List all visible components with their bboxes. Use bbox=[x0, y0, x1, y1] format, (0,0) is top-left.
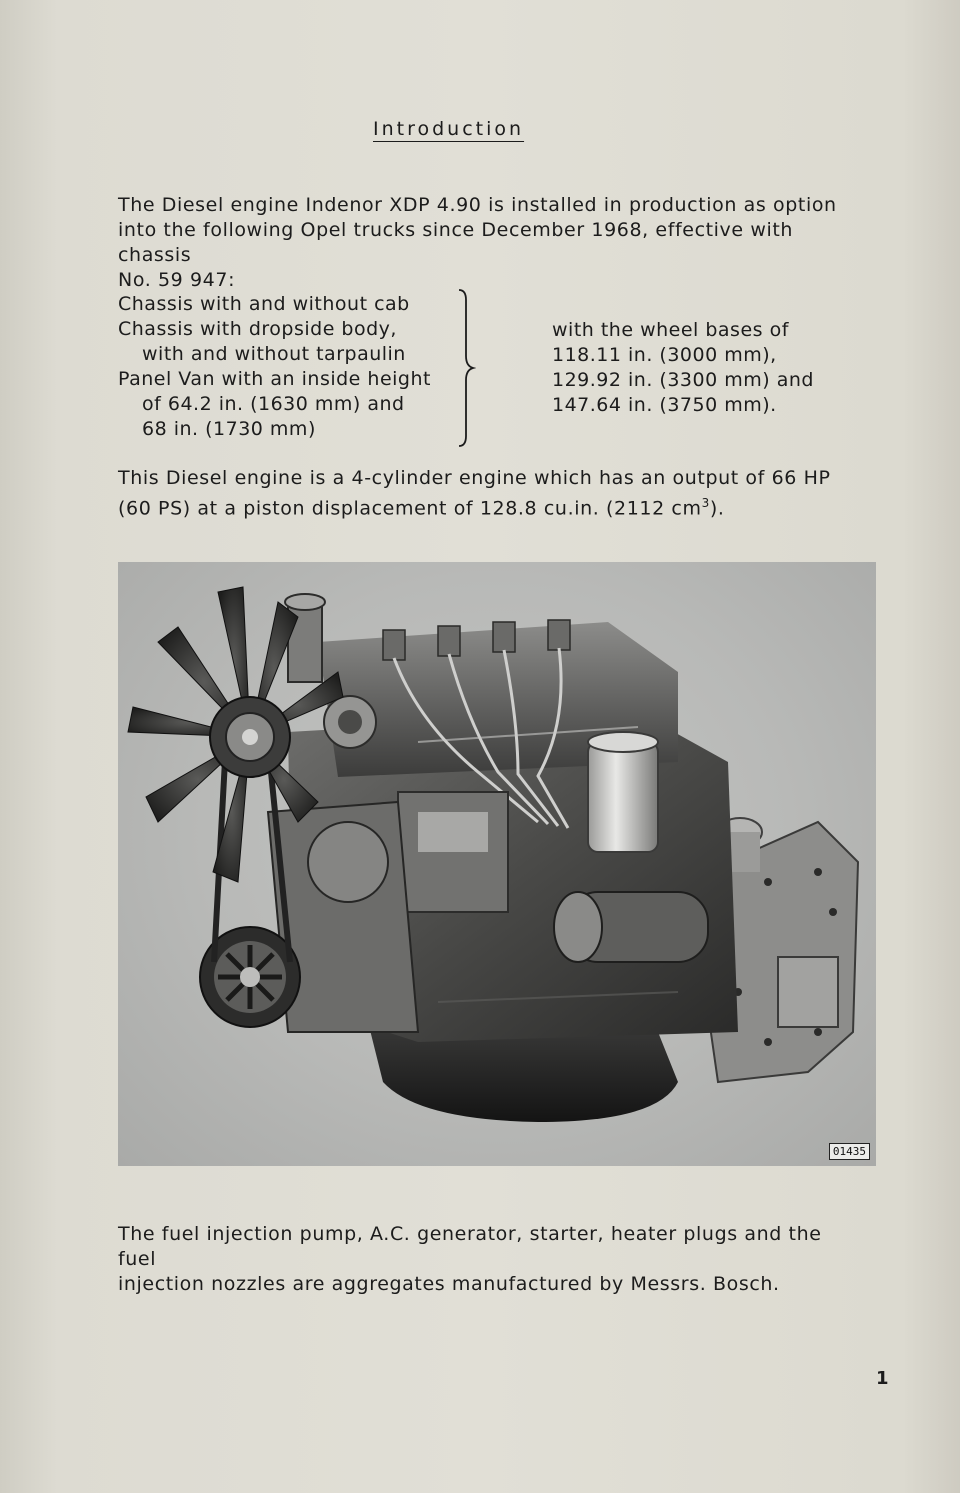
intro-line: No. 59 947: bbox=[118, 269, 236, 291]
manufacturer-paragraph bbox=[118, 1222, 863, 1297]
intro-line: into the following Opel trucks since December 1968, effective with chassis bbox=[118, 219, 794, 266]
output-line: This Diesel engine is a 4-cylinder engine which has an output of 66 HP bbox=[118, 467, 831, 489]
engine-photo bbox=[118, 562, 876, 1166]
diesel-engine-illustration bbox=[118, 562, 876, 1166]
footer-line: injection nozzles are aggregates manufactured by Messrs. Bosch. bbox=[118, 1273, 780, 1295]
footer-line: The fuel injection pump, A.C. generator, starter, heater plugs and the fuel bbox=[118, 1223, 822, 1270]
chassis-types-list bbox=[118, 292, 431, 442]
wheel-base-line: with the wheel bases of bbox=[552, 319, 789, 341]
page-heading: Introduction bbox=[373, 118, 525, 140]
chassis-type-line: Chassis with and without cab bbox=[118, 293, 410, 315]
intro-paragraph bbox=[118, 193, 858, 293]
engine-output-paragraph bbox=[118, 466, 858, 521]
chassis-type-line: of 64.2 in. (1630 mm) and bbox=[142, 393, 405, 415]
figure-number: 01435 bbox=[829, 1143, 870, 1160]
output-line bbox=[118, 491, 858, 521]
chassis-type-line: Chassis with dropside body, bbox=[118, 318, 397, 340]
wheel-bases-list bbox=[552, 318, 814, 418]
output-line-prefix: (60 PS) at a piston displacement of 128.8 cu.in. (2112 cm bbox=[118, 497, 702, 520]
wheel-base-line: 147.64 in. (3750 mm). bbox=[552, 394, 777, 416]
chassis-type-line: Panel Van with an inside height bbox=[118, 368, 431, 390]
curly-brace bbox=[456, 288, 476, 448]
page-number: 1 bbox=[876, 1368, 889, 1389]
superscript-three: 3 bbox=[701, 496, 710, 510]
intro-line: The Diesel engine Indenor XDP 4.90 is installed in production as option bbox=[118, 194, 837, 216]
wheel-base-line: 118.11 in. (3000 mm), bbox=[552, 344, 777, 366]
chassis-type-line: with and without tarpaulin bbox=[142, 343, 406, 365]
wheel-base-line: 129.92 in. (3300 mm) and bbox=[552, 369, 814, 391]
chassis-type-line: 68 in. (1730 mm) bbox=[142, 418, 316, 440]
output-line-suffix: ). bbox=[709, 497, 725, 520]
